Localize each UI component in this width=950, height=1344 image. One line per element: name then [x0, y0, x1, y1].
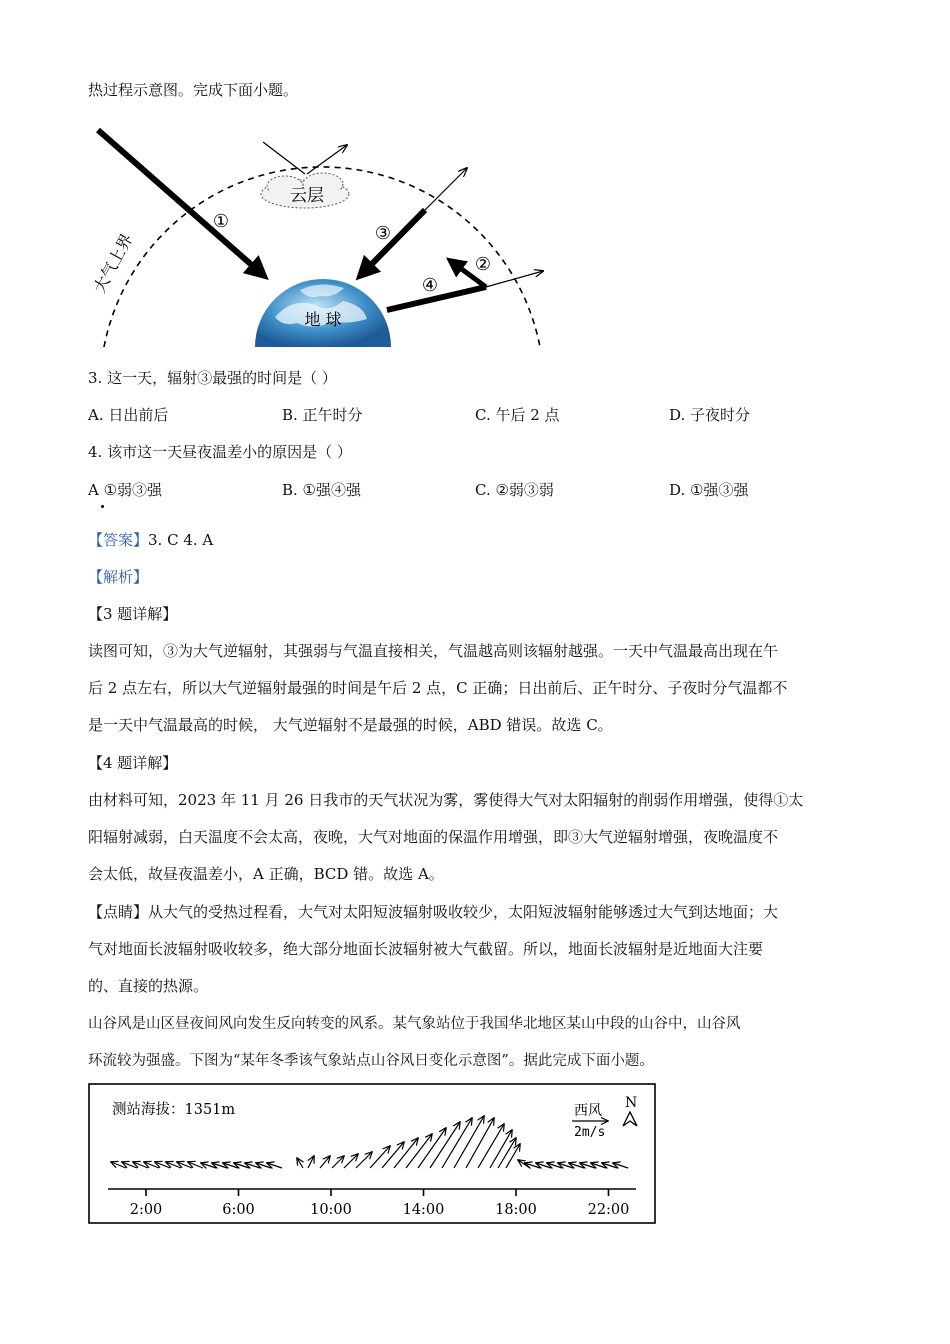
- detail4-tag: 【4 题详解】: [88, 754, 178, 772]
- legend-wind: 西风: [574, 1103, 602, 1119]
- detail3-line-1: 读图可知，③为大气逆辐射，其强弱与气温直接相关，气温越高则该辐射越强。一天中气温最高出现在午: [88, 642, 779, 660]
- detail4-line-3: 会太低，故昼夜温差小，A 正确，BCD 错。故选 A。: [88, 865, 444, 883]
- detail4-line-2: 阳辐射减弱，白天温度不会太高，夜晚，大气对地面的保温作用增强，即③大气逆辐射增强，夜晚温度不: [88, 828, 779, 846]
- valley-wind-diagram: [88, 1083, 658, 1225]
- mark-2: ②: [474, 254, 492, 275]
- detail3-line-3: 是一天中气温最高的时候， 大气逆辐射不是最强的时候，ABD 错误。故选 C。: [88, 716, 613, 734]
- answer-line: [88, 530, 213, 550]
- detail3-line-2: 后 2 点左右，所以大气逆辐射最强的时间是午后 2 点，C 正确；日出前后、正午时分、子夜时分气温都不: [88, 679, 788, 697]
- q3-stem: 3. 这一天，辐射③最强的时间是（ ）: [88, 369, 337, 387]
- earth-label: 地 球: [304, 310, 342, 329]
- legend-speed: 2m/s: [574, 1125, 606, 1140]
- q3-option-c[interactable]: C. 午后 2 点: [475, 406, 560, 424]
- q3-option-a[interactable]: A. 日出前后: [88, 406, 169, 424]
- analysis-tag: 【解析】: [88, 568, 149, 586]
- axis-tick-label: 10:00: [310, 1202, 352, 1218]
- q4-option-d[interactable]: D. ①强③强: [669, 481, 749, 499]
- cloud-label: 云层: [290, 186, 324, 206]
- axis-tick-label: 22:00: [587, 1202, 630, 1218]
- dianjing-line-3: 的、直接的热源。: [88, 977, 209, 995]
- q4-stem: 4. 该市这一天昼夜温差小的原因是（ ）: [88, 443, 352, 461]
- arrow-counter-radiation: [362, 210, 425, 274]
- axis-tick-label: 6:00: [222, 1202, 255, 1218]
- q4-option-b[interactable]: B. ①强④强: [282, 481, 362, 499]
- heating-diagram: [85, 112, 585, 352]
- q3-option-d[interactable]: D. 子夜时分: [669, 406, 751, 424]
- dianjing-text-1: 从大气的受热过程看，大气对太阳短波辐射吸收较少，太阳短波辐射能够透过大气到达地面；大: [148, 903, 779, 921]
- passage2-line-1: 山谷风是山区昼夜间风向发生反向转变的风系。某气象站位于我国华北地区某山中段的山谷中，山谷风: [88, 1016, 741, 1032]
- q4-option-a[interactable]: A ①弱③强: [88, 481, 163, 499]
- dot-mark: [101, 505, 104, 508]
- dianjing-line-1: [88, 902, 778, 922]
- axis-tick-label: 14:00: [402, 1202, 445, 1218]
- q4-option-c[interactable]: C. ②弱③弱: [475, 481, 554, 499]
- intro-text: 热过程示意图。完成下面小题。: [88, 81, 299, 99]
- mark-4: ④: [421, 275, 439, 296]
- boundary-label: 大气上界: [89, 230, 137, 296]
- mark-3: ③: [374, 223, 392, 244]
- passage2-line-2: 环流较为强盛。下图为“某年冬季该气象站点山谷风日变化示意图”。据此完成下面小题。: [88, 1053, 654, 1069]
- answer-text: 3. C 4. A: [148, 531, 214, 549]
- axis-tick-label: 18:00: [495, 1202, 537, 1218]
- detail3-tag: 【3 题详解】: [88, 605, 178, 623]
- axis-tick-label: 2:00: [129, 1202, 163, 1218]
- detail4-line-1: 由材料可知，2023 年 11 月 26 日我市的天气状况为雾，雾使得大气对太阳辐射的削弱作用增强，使得①太: [88, 791, 804, 809]
- mark-1: ①: [212, 211, 230, 232]
- dianjing-line-2: 气对地面长波辐射吸收较多，绝大部分地面长波辐射被大气截留。所以，地面长波辐射是近地面大注要: [88, 940, 764, 958]
- q3-option-b[interactable]: B. 正午时分: [282, 406, 363, 424]
- answer-tag: 【答案】: [88, 531, 149, 549]
- dianjing-tag: 【点睛】: [88, 903, 149, 921]
- north-label: N: [625, 1095, 638, 1111]
- altitude-label: 测站海拔：1351m: [112, 1102, 236, 1118]
